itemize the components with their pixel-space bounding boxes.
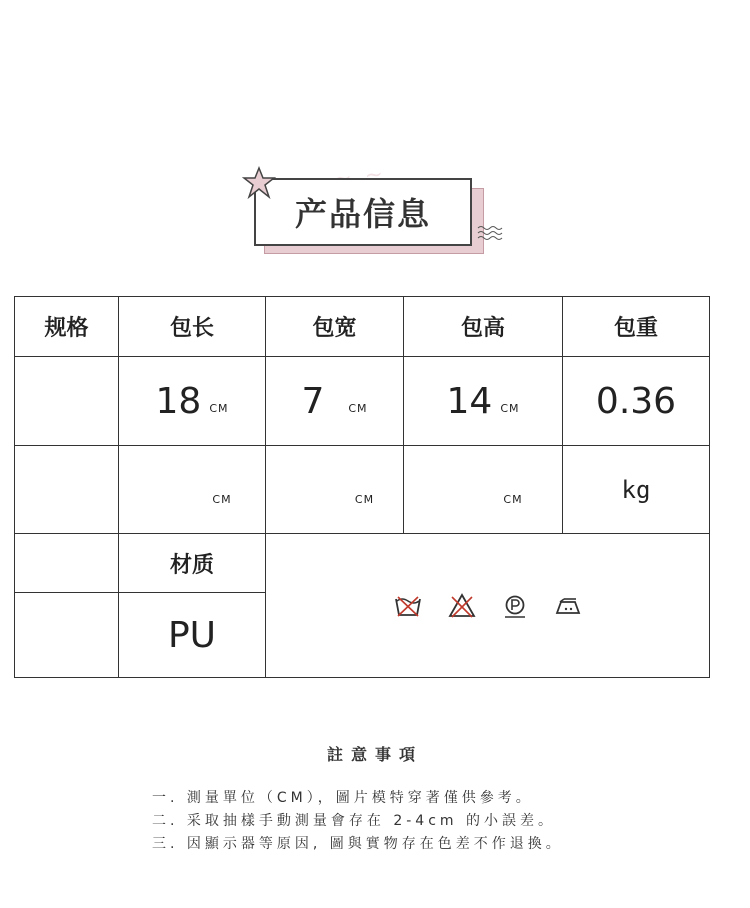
note-line-2: 二. 采取抽樣手動測量會存在 2-4cm 的小誤差。 <box>152 813 557 829</box>
cell-empty <box>15 446 119 534</box>
unit-label: CM <box>354 492 375 506</box>
cell-weight <box>563 357 710 446</box>
header-height: 包高 <box>404 297 563 357</box>
table-row <box>15 534 710 593</box>
care-cell <box>266 534 710 678</box>
height-value: 14 <box>446 380 493 422</box>
table-row <box>15 446 710 534</box>
cell-weight-2 <box>563 446 710 534</box>
wave-icon <box>476 224 504 242</box>
cell-width-2 <box>266 446 404 534</box>
no-wash-icon <box>394 593 422 619</box>
unit-label: CM <box>209 401 229 415</box>
cell-empty <box>15 534 119 593</box>
table-header-row <box>15 297 710 357</box>
cell-empty <box>15 357 119 446</box>
title-box <box>254 178 472 246</box>
header-weight: 包重 <box>563 297 710 357</box>
material-label: 材质 <box>119 534 266 593</box>
care-icons <box>266 593 709 619</box>
notes-title: 註意事項 <box>326 745 423 764</box>
unit-label: CM <box>348 401 368 415</box>
width-value: 7 <box>301 380 325 422</box>
weight-value: 0.36 <box>595 380 677 422</box>
spec-table <box>14 296 710 678</box>
note-line-1: 一. 測量單位（CM），圖片模特穿著僅供參考。 <box>152 790 534 806</box>
header-spec: 规格 <box>15 297 119 357</box>
length-value: 18 <box>155 380 202 422</box>
no-bleach-icon <box>448 593 476 619</box>
page-title: 产品信息 <box>294 195 431 233</box>
note-line-3: 三. 因顯示器等原因, 圖與實物存在色差不作退換。 <box>152 836 564 852</box>
cell-height <box>404 357 563 446</box>
header-width: 包宽 <box>266 297 404 357</box>
unit-label: CM <box>500 401 520 415</box>
dry-clean-p-icon <box>502 593 528 619</box>
star-icon <box>242 166 276 200</box>
header-length: 包长 <box>119 297 266 357</box>
cell-material <box>119 593 266 678</box>
notes-section <box>0 742 750 856</box>
table-row <box>15 357 710 446</box>
cell-length-2 <box>119 446 266 534</box>
cell-empty <box>15 593 119 678</box>
weight-unit: kg <box>621 475 651 504</box>
unit-label: CM <box>212 492 232 506</box>
cell-width <box>266 357 404 446</box>
cell-height-2 <box>404 446 563 534</box>
iron-icon <box>554 594 582 618</box>
cell-length <box>119 357 266 446</box>
title-badge <box>242 166 512 260</box>
unit-label: CM <box>503 492 523 506</box>
material-value: PU <box>167 614 217 656</box>
